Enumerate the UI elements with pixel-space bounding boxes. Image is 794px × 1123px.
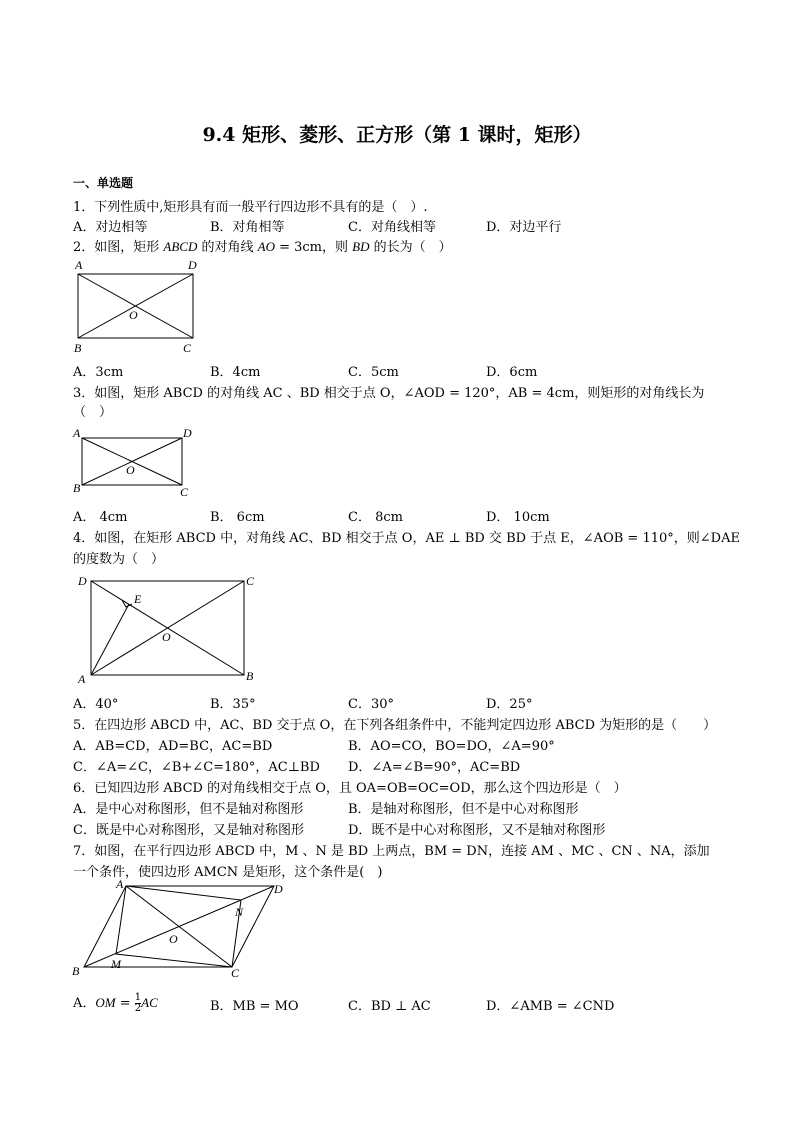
q5-option-d[interactable]: D．∠A=∠B=90°，AC=BD — [348, 760, 521, 775]
q4-option-a[interactable]: A．40° — [73, 697, 119, 712]
q2-option-a[interactable]: A．3cm — [73, 365, 124, 380]
q1-option-c[interactable]: C．对角线相等 — [348, 220, 436, 235]
q7-label-n: N — [235, 905, 244, 919]
question-7-stem-line1: 7．如图，在平行四边形 ABCD 中，M 、N 是 BD 上两点，BM = DN，连接 AM 、MC 、CN 、NA，添加 — [73, 844, 710, 859]
q7-option-a-ac: AC — [141, 995, 158, 1010]
question-4-stem-line2: 的度数为（ ） — [73, 552, 165, 567]
q4-label-c: C — [246, 574, 255, 588]
q7-option-a-prefix: A． — [73, 996, 96, 1011]
q7-option-c[interactable]: C．BD ⊥ AC — [348, 999, 431, 1014]
q7-label-m: M — [111, 957, 121, 971]
q7-label-d: D — [274, 882, 283, 896]
q2-stem-mid2: = 3cm，则 — [274, 240, 353, 255]
q4-label-e: E — [134, 592, 142, 606]
q1-option-a[interactable]: A．对边相等 — [73, 220, 148, 235]
q3-label-d: D — [183, 426, 192, 440]
q3-label-o: O — [126, 463, 135, 477]
page-title: 9.4 矩形、菱形、正方形（第 1 课时，矩形） — [202, 124, 592, 146]
q2-option-c[interactable]: C．5cm — [348, 365, 399, 380]
q1-option-d[interactable]: D．对边平行 — [486, 220, 562, 235]
q4-option-d[interactable]: D．25° — [486, 697, 533, 712]
question-7-stem-line2: 一个条件，使四边形 AMCN 是矩形，这个条件是( ) — [73, 865, 383, 880]
q5-option-b[interactable]: B．AO=CO，BO=DO，∠A=90° — [348, 739, 555, 754]
q6-option-d[interactable]: D．既不是中心对称图形，又不是轴对称图形 — [348, 823, 606, 838]
fraction-denominator: 2 — [134, 1003, 142, 1014]
section-heading: 一、单选题 — [73, 176, 134, 190]
q2-stem-post: 的长为（ ） — [369, 240, 452, 255]
q3-option-a[interactable]: A． 4cm — [73, 510, 128, 525]
q2-label-a: A — [75, 258, 83, 272]
q2-label-b: B — [74, 341, 82, 355]
q7-label-c: C — [231, 966, 240, 980]
q2-option-d[interactable]: D．6cm — [486, 365, 538, 380]
q7-option-a[interactable] — [73, 992, 158, 1014]
q4-label-a: A — [78, 672, 86, 686]
q7-option-a-om: OM — [95, 995, 116, 1010]
q2-stem-abcd: ABCD — [163, 239, 198, 254]
q7-option-d[interactable]: D．∠AMB = ∠CND — [486, 999, 615, 1014]
q3-figure — [70, 422, 200, 500]
question-3-stem-line2: （ ） — [73, 405, 113, 420]
q4-segment-ae — [91, 604, 129, 675]
q7-figure — [66, 876, 296, 980]
question-5-stem: 5．在四边形 ABCD 中，AC、BD 交于点 O，在下列各组条件中，不能判定四边形 ABCD 为矩形的是（ ） — [73, 718, 717, 733]
q2-option-b[interactable]: B．4cm — [210, 365, 261, 380]
q3-label-a: A — [73, 426, 81, 440]
q4-label-o: O — [162, 630, 171, 644]
q4-label-b: B — [246, 669, 254, 683]
q4-label-d: D — [78, 574, 87, 588]
q5-option-a[interactable]: A．AB=CD，AD=BC，AC=BD — [73, 739, 273, 754]
q3-option-d[interactable]: D． 10cm — [486, 510, 550, 525]
q7-option-a-equals: = — [115, 996, 135, 1011]
q1-option-b[interactable]: B．对角相等 — [210, 220, 285, 235]
q4-option-b[interactable]: B．35° — [210, 697, 256, 712]
q4-figure — [70, 568, 270, 688]
question-4-stem-line1: 4．如图，在矩形 ABCD 中，对角线 AC、BD 相交于点 O，AE ⊥ BD 交 BD 于点 E，∠AOB = 110°，则∠DAE — [73, 531, 740, 546]
q7-option-b[interactable]: B．MB = MO — [210, 999, 299, 1014]
q2-stem-pre: 2．如图，矩形 — [73, 240, 164, 255]
q2-label-c: C — [183, 341, 192, 355]
q6-option-a[interactable]: A．是中心对称图形，但不是轴对称图形 — [73, 802, 304, 817]
question-3-stem-line1: 3．如图，矩形 ABCD 的对角线 AC 、BD 相交于点 O，∠AOD = 120°，AB = 4cm，则矩形的对角线长为 — [73, 386, 705, 401]
q4-option-c[interactable]: C．30° — [348, 697, 394, 712]
q7-diagonal-ac — [126, 886, 232, 967]
q3-option-c[interactable]: C． 8cm — [348, 510, 403, 525]
q2-stem-ao: AO — [257, 239, 275, 254]
q5-option-c[interactable]: C．∠A=∠C，∠B+∠C=180°，AC⊥BD — [73, 760, 320, 775]
question-6-stem: 6．已知四边形 ABCD 的对角线相交于点 O，且 OA=OB=OC=OD，那么这个四边形是（ ） — [73, 781, 627, 796]
q2-label-d: D — [188, 258, 197, 272]
question-1-stem: 1．下列性质中,矩形具有而一般平行四边形不具有的是（ ）. — [73, 200, 428, 215]
q2-figure — [70, 256, 210, 356]
q2-label-o: O — [129, 308, 138, 322]
q6-option-c[interactable]: C．既是中心对称图形，又是轴对称图形 — [73, 823, 304, 838]
fraction-numerator: 1 — [134, 992, 142, 1003]
q7-label-a: A — [116, 877, 124, 891]
q3-label-b: B — [73, 481, 81, 495]
q7-label-o: O — [169, 932, 178, 946]
q2-stem-bd: BD — [352, 239, 370, 254]
q2-stem-mid: 的对角线 — [197, 240, 258, 255]
q3-option-b[interactable]: B． 6cm — [210, 510, 265, 525]
q3-label-c: C — [180, 485, 189, 499]
q6-option-b[interactable]: B．是轴对称图形，但不是中心对称图形 — [348, 802, 579, 817]
question-2-stem — [73, 236, 452, 255]
q7-label-b: B — [72, 964, 80, 978]
